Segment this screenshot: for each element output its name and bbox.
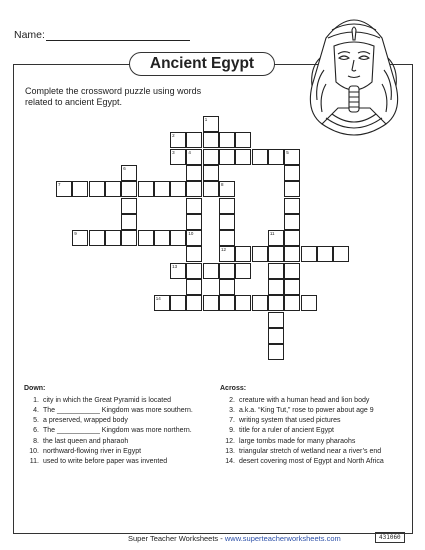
crossword-cell[interactable]	[235, 263, 251, 279]
across-clue-number: 3.	[229, 406, 235, 414]
crossword-cell[interactable]	[317, 246, 333, 262]
cell-number: 5	[286, 149, 289, 155]
crossword-cell[interactable]	[203, 263, 219, 279]
crossword-cell[interactable]	[186, 263, 202, 279]
across-clue-text: a.k.a. “King Tut,” rose to power about age 9	[239, 406, 374, 414]
down-clue	[24, 427, 204, 436]
crossword-cell[interactable]	[186, 230, 202, 246]
crossword-cell[interactable]	[284, 149, 300, 165]
crossword-cell[interactable]	[170, 132, 186, 148]
across-clue	[220, 397, 400, 406]
crossword-cell[interactable]	[284, 279, 300, 295]
down-clue-number: 4.	[33, 406, 39, 414]
down-clue	[24, 448, 204, 457]
crossword-cell[interactable]	[72, 181, 88, 197]
cell-number: 10	[188, 231, 194, 237]
cell-number: 2	[172, 133, 175, 139]
down-clue-number: 10.	[29, 447, 39, 455]
crossword-cell[interactable]	[170, 181, 186, 197]
down-clue-text: a preserved, wrapped body	[43, 417, 128, 425]
crossword-cell[interactable]	[268, 246, 284, 262]
across-clue-text: triangular stretch of wetland near a river’s end	[239, 447, 382, 455]
crossword-cell[interactable]	[154, 230, 170, 246]
crossword-cell[interactable]	[186, 295, 202, 311]
across-clue	[220, 438, 400, 447]
page-title: Ancient Egypt	[129, 52, 275, 76]
cell-number: 12	[221, 247, 227, 253]
across-clues	[220, 385, 400, 468]
across-clue-number: 9.	[229, 427, 235, 435]
crossword-cell[interactable]	[219, 214, 235, 230]
cell-number: 3	[172, 149, 175, 155]
down-clue-text: The ___________ Kingdom was more northern.	[43, 427, 192, 435]
across-clue	[220, 448, 400, 457]
crossword-cell[interactable]	[89, 230, 105, 246]
footer	[128, 534, 341, 543]
crossword-cell[interactable]	[252, 246, 268, 262]
crossword-cell[interactable]	[252, 149, 268, 165]
crossword-cell[interactable]	[186, 198, 202, 214]
down-heading: Down:	[24, 385, 46, 392]
crossword-cell[interactable]	[235, 149, 251, 165]
crossword-cell[interactable]	[235, 295, 251, 311]
crossword-cell[interactable]	[301, 295, 317, 311]
cell-number: 11	[269, 231, 275, 237]
down-clue-text: the last queen and pharaoh	[43, 437, 129, 445]
down-clue-number: 1.	[33, 396, 39, 404]
instructions: Complete the crossword puzzle using words related to ancient Egypt.	[25, 86, 202, 107]
across-clue-text: creature with a human head and lion body	[239, 396, 370, 404]
crossword-cell[interactable]	[268, 230, 284, 246]
worksheet-code: 431060	[375, 532, 405, 543]
crossword-cell[interactable]	[154, 295, 170, 311]
crossword-cell[interactable]	[154, 181, 170, 197]
cell-number: 6	[123, 165, 126, 171]
cell-number: 9	[74, 231, 77, 237]
down-clue	[24, 407, 204, 416]
crossword-cell[interactable]	[268, 344, 284, 360]
crossword-cell[interactable]	[170, 149, 186, 165]
crossword-cell[interactable]	[284, 214, 300, 230]
crossword-cell[interactable]	[138, 181, 154, 197]
crossword-cell[interactable]	[186, 149, 202, 165]
across-clue	[220, 427, 400, 436]
down-clue-number: 11.	[29, 457, 39, 465]
crossword-cell[interactable]	[235, 132, 251, 148]
down-clue-text: city in which the Great Pyramid is located	[43, 396, 171, 404]
across-clue	[220, 407, 400, 416]
across-clue-text: desert covering most of Egypt and North Africa	[239, 457, 384, 465]
cell-number: 4	[188, 149, 191, 155]
crossword-cell[interactable]	[219, 149, 235, 165]
crossword-cell[interactable]	[235, 246, 251, 262]
crossword-cell[interactable]	[268, 328, 284, 344]
crossword-cell[interactable]	[203, 132, 219, 148]
cell-number: 7	[58, 182, 61, 188]
footer-text: Super Teacher Worksheets -	[128, 534, 225, 543]
down-clue	[24, 438, 204, 447]
crossword-cell[interactable]	[170, 295, 186, 311]
down-clue-text: The ___________ Kingdom was more southern.	[43, 406, 193, 414]
crossword-cell[interactable]	[105, 181, 121, 197]
crossword-cell[interactable]	[284, 263, 300, 279]
crossword-cell[interactable]	[219, 246, 235, 262]
crossword-cell[interactable]	[301, 246, 317, 262]
across-clue-number: 13.	[225, 447, 235, 455]
crossword-cell[interactable]	[219, 263, 235, 279]
crossword-cell[interactable]	[219, 132, 235, 148]
across-clue	[220, 458, 400, 467]
across-clue-text: title for a ruler of ancient Egypt	[239, 427, 334, 435]
across-clue-number: 14.	[225, 457, 235, 465]
down-clues	[24, 385, 204, 468]
crossword-cell[interactable]	[170, 230, 186, 246]
crossword-cell[interactable]	[203, 181, 219, 197]
across-clue-text: large tombs made for many pharaohs	[239, 437, 356, 445]
crossword-cell[interactable]	[268, 312, 284, 328]
cell-number: 13	[172, 263, 178, 269]
crossword-cell[interactable]	[219, 198, 235, 214]
crossword-cell[interactable]	[186, 214, 202, 230]
across-clue-number: 2.	[229, 396, 235, 404]
down-clue-number: 6.	[33, 427, 39, 435]
crossword-cell[interactable]	[284, 165, 300, 181]
cell-number: 1	[204, 117, 208, 122]
down-clue	[24, 417, 204, 426]
crossword-cell[interactable]	[268, 295, 284, 311]
crossword-cell[interactable]	[284, 198, 300, 214]
crossword-cell[interactable]	[186, 279, 202, 295]
crossword-cell[interactable]	[219, 295, 235, 311]
crossword-cell[interactable]	[268, 279, 284, 295]
crossword-cell[interactable]	[186, 181, 202, 197]
crossword-cell[interactable]	[333, 246, 349, 262]
crossword-cell[interactable]	[138, 230, 154, 246]
across-clue-text: writing system that used pictures	[239, 417, 341, 425]
crossword-cell[interactable]	[203, 149, 219, 165]
crossword-cell[interactable]	[268, 149, 284, 165]
crossword-cell[interactable]	[121, 230, 137, 246]
crossword-cell[interactable]	[56, 181, 72, 197]
across-clue	[220, 417, 400, 426]
crossword-cell[interactable]	[186, 132, 202, 148]
crossword-cell[interactable]	[268, 263, 284, 279]
crossword-cell[interactable]	[186, 165, 202, 181]
down-clue-text: northward-flowing river in Egypt	[43, 447, 142, 455]
crossword-cell[interactable]	[89, 181, 105, 197]
crossword-cell[interactable]	[72, 230, 88, 246]
cell-number: 14	[155, 296, 161, 302]
pharaoh-mask-illustration	[298, 8, 410, 148]
down-clue-number: 8.	[33, 437, 39, 445]
crossword-cell[interactable]	[284, 181, 300, 197]
crossword-cell[interactable]	[219, 181, 235, 197]
crossword-cell[interactable]	[121, 214, 137, 230]
cell-number: 8	[221, 182, 224, 188]
name-label: Name:	[14, 29, 45, 41]
crossword-cell[interactable]	[121, 181, 137, 197]
crossword-cell[interactable]	[105, 230, 121, 246]
down-clue	[24, 397, 204, 406]
crossword-cell[interactable]	[284, 246, 300, 262]
down-clue	[24, 458, 204, 467]
down-clue-text: used to write before paper was invented	[43, 457, 168, 465]
crossword-cell[interactable]	[284, 230, 300, 246]
crossword-cell[interactable]	[203, 295, 219, 311]
name-line	[46, 40, 190, 41]
across-clue-number: 7.	[229, 417, 235, 425]
crossword-cell[interactable]	[252, 295, 268, 311]
across-clue-number: 12.	[225, 437, 235, 445]
crossword-cell[interactable]	[203, 116, 219, 132]
crossword-cell[interactable]	[219, 230, 235, 246]
crossword-cell[interactable]	[219, 279, 235, 295]
across-heading: Across:	[220, 385, 247, 392]
crossword-cell[interactable]	[170, 263, 186, 279]
crossword-cell[interactable]	[186, 246, 202, 262]
crossword-cell[interactable]	[203, 165, 219, 181]
crossword-cell[interactable]	[121, 165, 137, 181]
crossword-cell[interactable]	[284, 295, 300, 311]
down-clue-number: 5.	[33, 417, 39, 425]
crossword-cell[interactable]	[121, 198, 137, 214]
footer-link[interactable]: www.superteacherworksheets.com	[224, 534, 341, 543]
